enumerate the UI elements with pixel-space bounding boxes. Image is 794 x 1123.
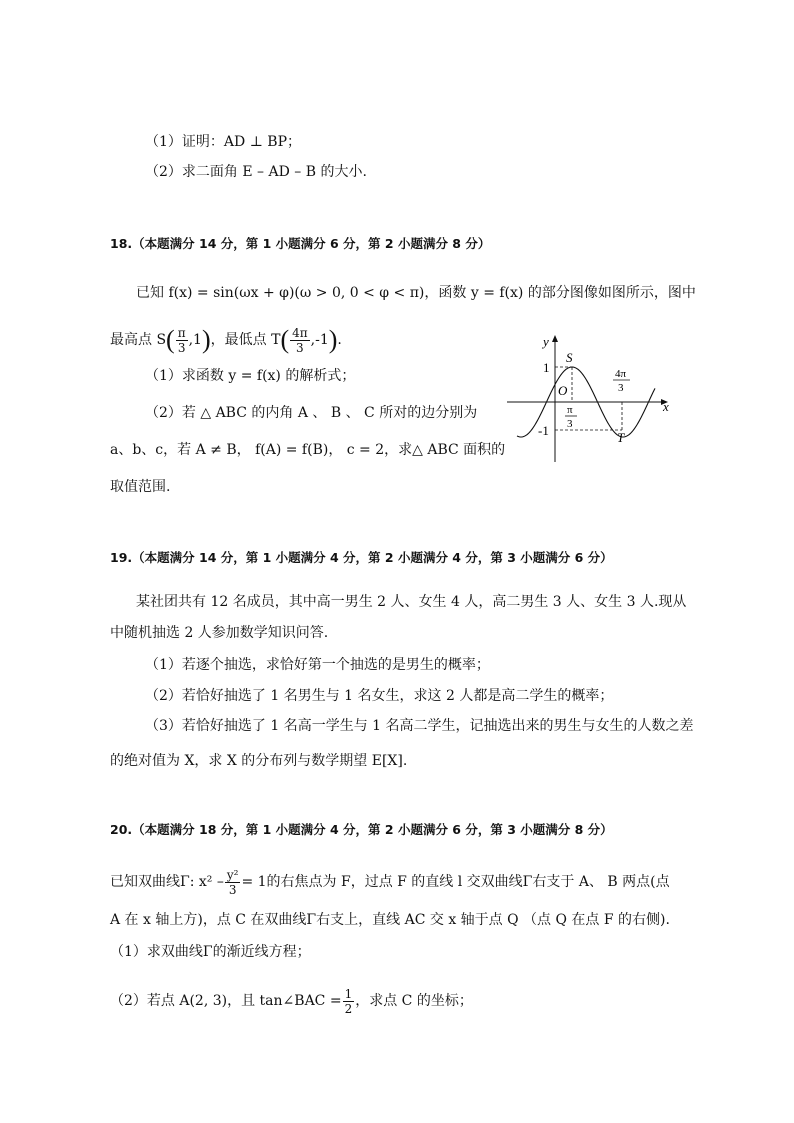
q20-part2-pre: （2）若点 A(2, 3)，且 tan∠BAC = [110, 993, 342, 1009]
q20-line1 [110, 862, 670, 902]
tick-neg1: -1 [538, 423, 549, 438]
q18-part2-end: 取值范围. [110, 479, 171, 495]
tick-1: 1 [543, 360, 550, 375]
tick-4pi-den: 3 [618, 382, 624, 394]
q19-header: 19.（本题满分 14 分，第 1 小题满分 4 分，第 2 小题满分 4 分，第 3 小题满分 6 分） [110, 550, 613, 565]
q18-part2-cont: a、b、c，若 A ≠ B， f(A) = f(B)， c = 2，求△ ABC 面积的 [110, 442, 506, 458]
fraction-4pi-over-3 [290, 326, 310, 355]
q19-line2: 中随机抽选 2 人参加数学知识问答. [110, 625, 329, 641]
x-axis-label: x [663, 399, 669, 414]
q20-line1-post: = 1的右焦点为 F，过点 F 的直线 l 交双曲线Γ右支于 A、 B 两点(点 [241, 874, 670, 890]
q19-line1: 某社团共有 12 名成员，其中高一男生 2 人、女生 4 人，高二男生 3 人、女生 3 人.现从 [136, 594, 687, 610]
q19-part3-cont: 的绝对值为 X，求 X 的分布列与数学期望 E[X]. [110, 753, 408, 769]
y-arrow-icon [552, 335, 558, 342]
q20-part1: （1）求双曲线Γ的渐近线方程； [110, 944, 311, 960]
q17-part1: （1）证明：AD ⊥ BP； [145, 134, 302, 150]
origin-label: O [558, 383, 568, 398]
s-tail: ,1 [188, 332, 202, 348]
frac-num: π [177, 325, 186, 340]
frac-den: 3 [177, 340, 186, 355]
q18-line2-pre: 最高点 S [110, 332, 167, 348]
q20-part2-post: ，求点 C 的坐标； [355, 993, 473, 1009]
point-s-label: S [566, 350, 573, 365]
fraction-pi-over-3 [176, 326, 188, 355]
fraction-y2-over-3 [225, 868, 241, 897]
q18-part1: （1）求函数 y = f(x) 的解析式； [145, 368, 356, 384]
tick-4pi-num: 4π [615, 368, 627, 380]
point-t-label: T [617, 430, 625, 445]
frac-num: y² [226, 867, 239, 882]
q18-line2-mid: ，最低点 T [210, 332, 281, 348]
frac-den: 3 [296, 340, 304, 355]
y-axis-label: y [543, 334, 549, 349]
q20-line1-pre: 已知双曲线Γ: x² – [110, 874, 224, 890]
frac-den: 2 [344, 1001, 353, 1016]
q18-line2: 最高点 S( $\frac{\pi}{3}$ ,1)，最低点 T( $\frac{4\pi}{3}$ ,-1). [110, 325, 342, 355]
tick-pi-den: 3 [567, 418, 573, 430]
t-tail: ,-1 [310, 332, 329, 348]
tick-pi-num: π [567, 404, 573, 416]
q18-header: 18.（本题满分 14 分，第 1 小题满分 6 分，第 2 小题满分 8 分） [110, 236, 491, 251]
sine-graph [505, 332, 685, 467]
fraction-one-half [343, 987, 355, 1016]
q19-part3: （3）若恰好抽选了 1 名高一学生与 1 名高二学生，记抽选出来的男生与女生的人数之差 [145, 718, 694, 734]
q18-part2: （2）若 △ ABC 的内角 A 、 B 、 C 所对的边分别为 [145, 405, 478, 421]
q20-line2: A 在 x 轴上方)，点 C 在双曲线Γ右支上，直线 AC 交 x 轴于点 Q （点 Q 在点 F 的右侧). [110, 912, 670, 928]
frac-num: 1 [344, 986, 353, 1001]
frac-den: 3 [228, 882, 237, 897]
q19-part2: （2）若恰好抽选了 1 名男生与 1 名女生，求这 2 人都是高二学生的概率； [145, 688, 614, 704]
q18-line1: 已知 f(x) = sin(ωx + φ)(ω > 0, 0 < φ < π)，函数 y = f(x) 的部分图像如图所示，图中 [136, 285, 696, 301]
q19-part1: （1）若逐个抽选，求恰好第一个抽选的是男生的概率； [145, 657, 490, 673]
q20-header: 20.（本题满分 18 分，第 1 小题满分 4 分，第 2 小题满分 6 分，第 3 小题满分 8 分） [110, 822, 613, 837]
q17-part2: （2）求二面角 E – AD – B 的大小. [145, 164, 367, 180]
q20-part2 [110, 981, 473, 1021]
frac-num: 4π [292, 325, 308, 340]
